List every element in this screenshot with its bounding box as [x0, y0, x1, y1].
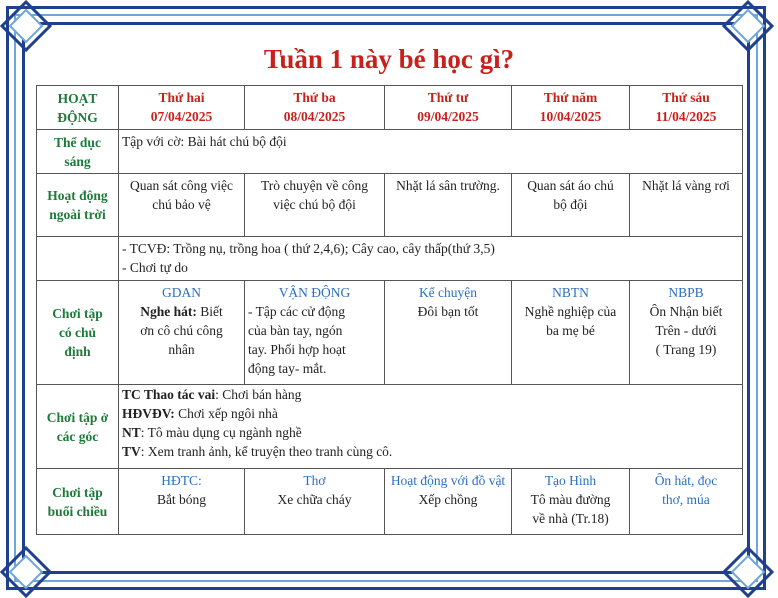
row-label-afternoon-play: Chơi tập buổi chiều	[37, 469, 119, 535]
outdoor-cell-tuesday: Trò chuyện về công việc chú bộ đội	[245, 174, 385, 237]
table-row-planned-play	[37, 281, 743, 385]
header-activity-cell: HOẠT ĐỘNG	[37, 86, 119, 130]
outdoor-cell-thursday: Quan sát áo chú bộ đội	[512, 174, 630, 237]
table-row-morning-exercise	[37, 130, 743, 174]
header-day-tuesday: Thứ ba 08/04/2025	[245, 86, 385, 130]
page-title: Tuần 1 này bé học gì?	[263, 44, 515, 74]
table-row-outdoor-games	[37, 237, 743, 281]
header-day-wednesday: Thứ tư 09/04/2025	[385, 86, 512, 130]
outdoor-cell-friday: Nhặt lá vàng rơi	[630, 174, 743, 237]
afternoon-cell-monday: HĐTC: Bắt bóng	[119, 469, 245, 535]
table-row-afternoon-play	[37, 469, 743, 535]
header-day-monday: Thứ hai 07/04/2025	[119, 86, 245, 130]
row-label-morning-exercise: Thể dục sáng	[37, 130, 119, 174]
empty-label-cell	[37, 237, 119, 281]
planned-cell-monday: GDAN Nghe hát: Biết ơn cô chú công nhân	[119, 281, 245, 385]
row-label-outdoor-activity: Hoạt động ngoài trời	[37, 174, 119, 237]
corner-play-content: TC Thao tác vai: Chơi bán hàng HĐVĐV: Chơi xếp ngôi nhà NT: Tô màu dụng cụ ngành nghề TV: Xem tranh ảnh, kể truyện theo tranh cùng cô.	[119, 385, 743, 469]
planned-cell-wednesday: Kể chuyện Đôi bạn tốt	[385, 281, 512, 385]
corner-diamond-icon	[0, 546, 52, 598]
table-row-outdoor-activity	[37, 174, 743, 237]
planned-cell-tuesday: VẬN ĐỘNG - Tập các cử động của bàn tay, ngón tay. Phối hợp hoạt động tay- mắt.	[245, 281, 385, 385]
planned-cell-friday: NBPB Ôn Nhận biết Trên - dưới ( Trang 19)	[630, 281, 743, 385]
morning-exercise-content: Tập với cờ: Bài hát chú bộ đội	[119, 130, 743, 174]
header-day-thursday: Thứ năm 10/04/2025	[512, 86, 630, 130]
afternoon-cell-friday: Ôn hát, đọc thơ, múa	[630, 469, 743, 535]
row-label-corner-play: Chơi tập ở các góc	[37, 385, 119, 469]
outdoor-games-content: - TCVĐ: Trồng nụ, trồng hoa ( thứ 2,4,6); Cây cao, cây thấp(thứ 3,5) - Chơi tự do	[119, 237, 743, 281]
table-row-corner-play	[37, 385, 743, 469]
row-label-planned-play: Chơi tập có chủ định	[37, 281, 119, 385]
corner-diamond-icon	[722, 546, 774, 598]
afternoon-cell-thursday: Tạo Hình Tô màu đường về nhà (Tr.18)	[512, 469, 630, 535]
afternoon-cell-wednesday: Hoạt động với đồ vật Xếp chồng	[385, 469, 512, 535]
afternoon-cell-tuesday: Thơ Xe chữa cháy	[245, 469, 385, 535]
planned-cell-thursday: NBTN Nghề nghiệp của ba mẹ bé	[512, 281, 630, 385]
header-day-friday: Thứ sáu 11/04/2025	[630, 86, 743, 130]
outdoor-cell-monday: Quan sát công việc chú bảo vệ	[119, 174, 245, 237]
table-header-row	[37, 86, 743, 130]
outdoor-cell-wednesday: Nhặt lá sân trường.	[385, 174, 512, 237]
weekly-schedule-table	[36, 85, 743, 535]
